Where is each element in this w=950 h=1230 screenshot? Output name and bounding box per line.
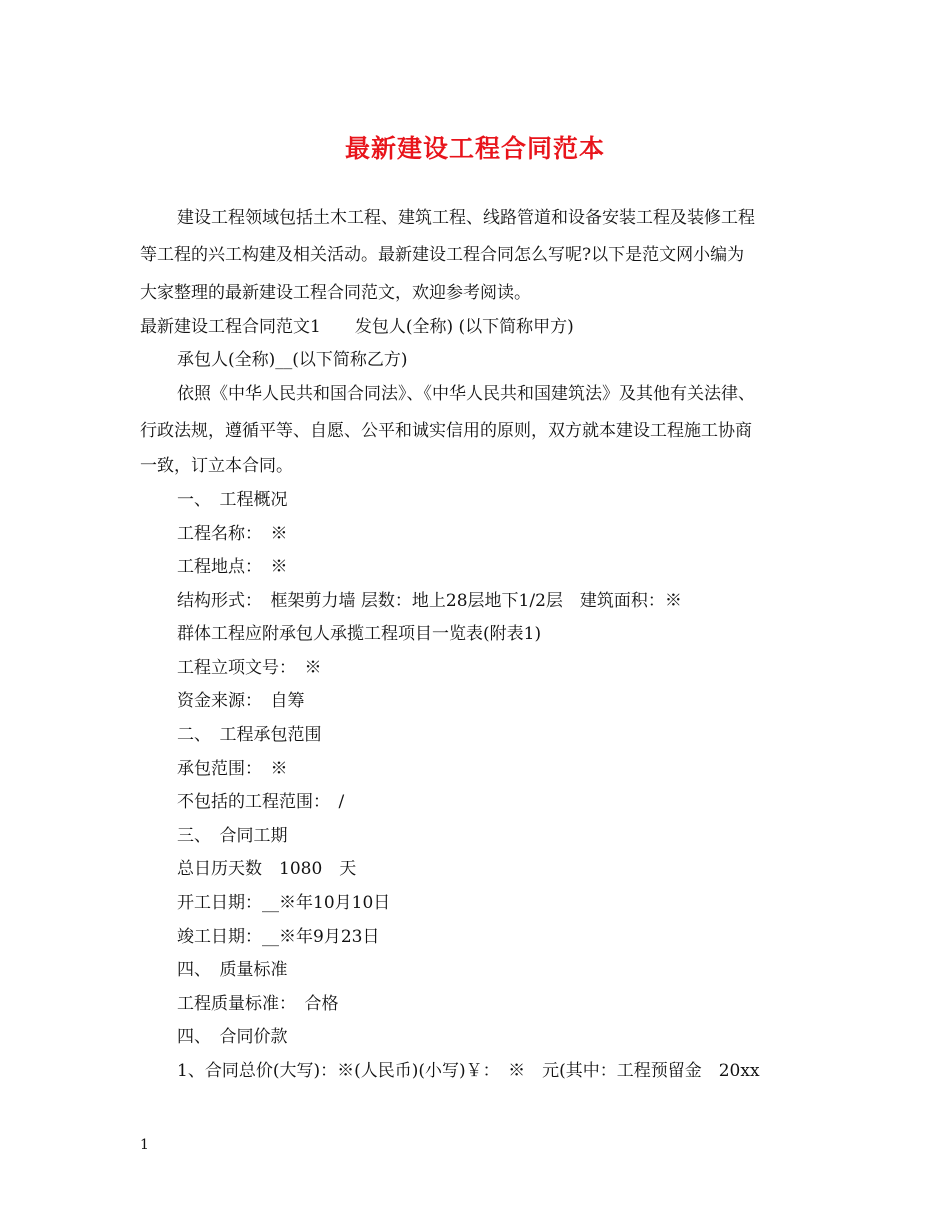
section-heading: 四、 质量标准 (177, 960, 288, 980)
section-heading: 二、 工程承包范围 (177, 725, 322, 745)
body-line: 开工日期：__※年10月10日 (177, 893, 391, 913)
body-line: 竣工日期：__※年9月23日 (177, 927, 380, 947)
page-number: 1 (140, 1137, 149, 1153)
body-line: 1、合同总价(大写)：※(人民币)(小写)￥： ※ 元(其中：工程预留金 20xx (177, 1061, 760, 1081)
body-line: 结构形式： 框架剪力墙 层数：地上28层地下1/2层 建筑面积：※ (177, 591, 682, 611)
document-title: 最新建设工程合同范本 (344, 134, 605, 163)
body-line: 大家整理的最新建设工程合同范文，欢迎参考阅读。 (140, 283, 531, 303)
body-line: 承包人(全称)__(以下简称乙方) (177, 350, 408, 370)
body-line: 群体工程应附承包人承揽工程项目一览表(附表1) (177, 624, 542, 644)
body-line: 建设工程领域包括土木工程、建筑工程、线路管道和设备安装工程及装修工程 (177, 208, 755, 228)
body-line: 不包括的工程范围： / (177, 792, 345, 812)
body-line: 一致，订立本合同。 (140, 456, 293, 476)
body-line: 工程立项文号： ※ (177, 658, 322, 678)
body-line: 资金来源： 自筹 (177, 691, 305, 711)
body-line: 承包范围： ※ (177, 759, 288, 779)
body-line: 工程质量标准： 合格 (177, 994, 339, 1014)
section-heading: 一、 工程概况 (177, 490, 288, 510)
body-line: 工程地点： ※ (177, 557, 288, 577)
section-heading: 三、 合同工期 (177, 826, 288, 846)
body-line: 工程名称： ※ (177, 524, 288, 544)
body-line: 行政法规，遵循平等、自愿、公平和诚实信用的原则，双方就本建设工程施工协商 (140, 421, 752, 441)
body-line: 最新建设工程合同范文1 发包人(全称) (以下简称甲方) (140, 317, 574, 337)
body-line: 总日历天数 1080 天 (177, 859, 357, 879)
body-line: 依照《中华人民共和国合同法》、《中华人民共和国建筑法》及其他有关法律、 (177, 384, 755, 404)
body-line: 等工程的兴工构建及相关活动。最新建设工程合同怎么写呢?以下是范文网小编为 (140, 245, 745, 265)
section-heading: 四、 合同价款 (177, 1027, 288, 1047)
